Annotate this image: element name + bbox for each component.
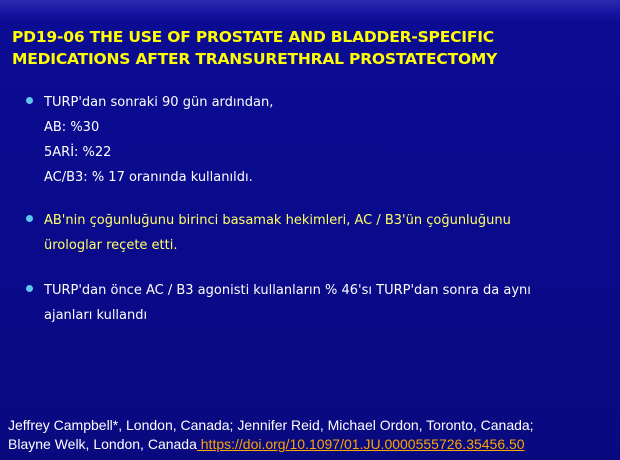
authors-line-2-text: Blayne Welk, London, Canada <box>8 436 197 452</box>
bullet-dot-icon <box>26 215 33 222</box>
authors-line-1: Jeffrey Campbell*, London, Canada; Jennifer Reid, Michael Ordon, Toronto, Canada; <box>8 417 534 433</box>
bullet-text-line: AB'nin çoğunluğunu birinci basamak hekimleri, AC / B3'ün çoğunluğunu <box>44 213 511 228</box>
citation-footer <box>8 416 616 454</box>
bullet-text-line: TURP'dan sonraki 90 gün ardından, <box>44 95 274 110</box>
title-line-1: PD19-06 THE USE OF PROSTATE AND BLADDER-SPECIFIC <box>12 28 494 46</box>
title-line-2: MEDICATIONS AFTER TRANSURETHRAL PROSTATECTOMY <box>12 50 498 68</box>
bullet-text-line: AB: %30 <box>44 120 100 135</box>
bullet-dot-icon <box>26 285 33 292</box>
bullet-item-prescribers <box>24 208 604 258</box>
authors-line-2 <box>8 435 616 454</box>
bullet-text-line: AC/B3: % 17 oranında kullanıldı. <box>44 170 253 185</box>
bullet-text-line: 5ARİ: %22 <box>44 145 112 160</box>
doi-link[interactable]: https://doi.org/10.1097/01.JU.0000555726.35456.50 <box>196 436 525 452</box>
bullet-text-line: ürologlar reçete etti. <box>44 238 178 253</box>
bullet-text-line: ajanları kullandı <box>44 308 148 323</box>
bullet-dot-icon <box>26 97 33 104</box>
bullet-item-ac-b3-continuation <box>24 278 604 328</box>
bullet-list <box>24 90 604 328</box>
slide-title <box>12 26 612 70</box>
bullet-item-turp-90-days <box>24 90 604 190</box>
top-gradient-band <box>0 0 620 22</box>
bullet-text-line: TURP'dan önce AC / B3 agonisti kullanların % 46'sı TURP'dan sonra da aynı <box>44 283 531 298</box>
